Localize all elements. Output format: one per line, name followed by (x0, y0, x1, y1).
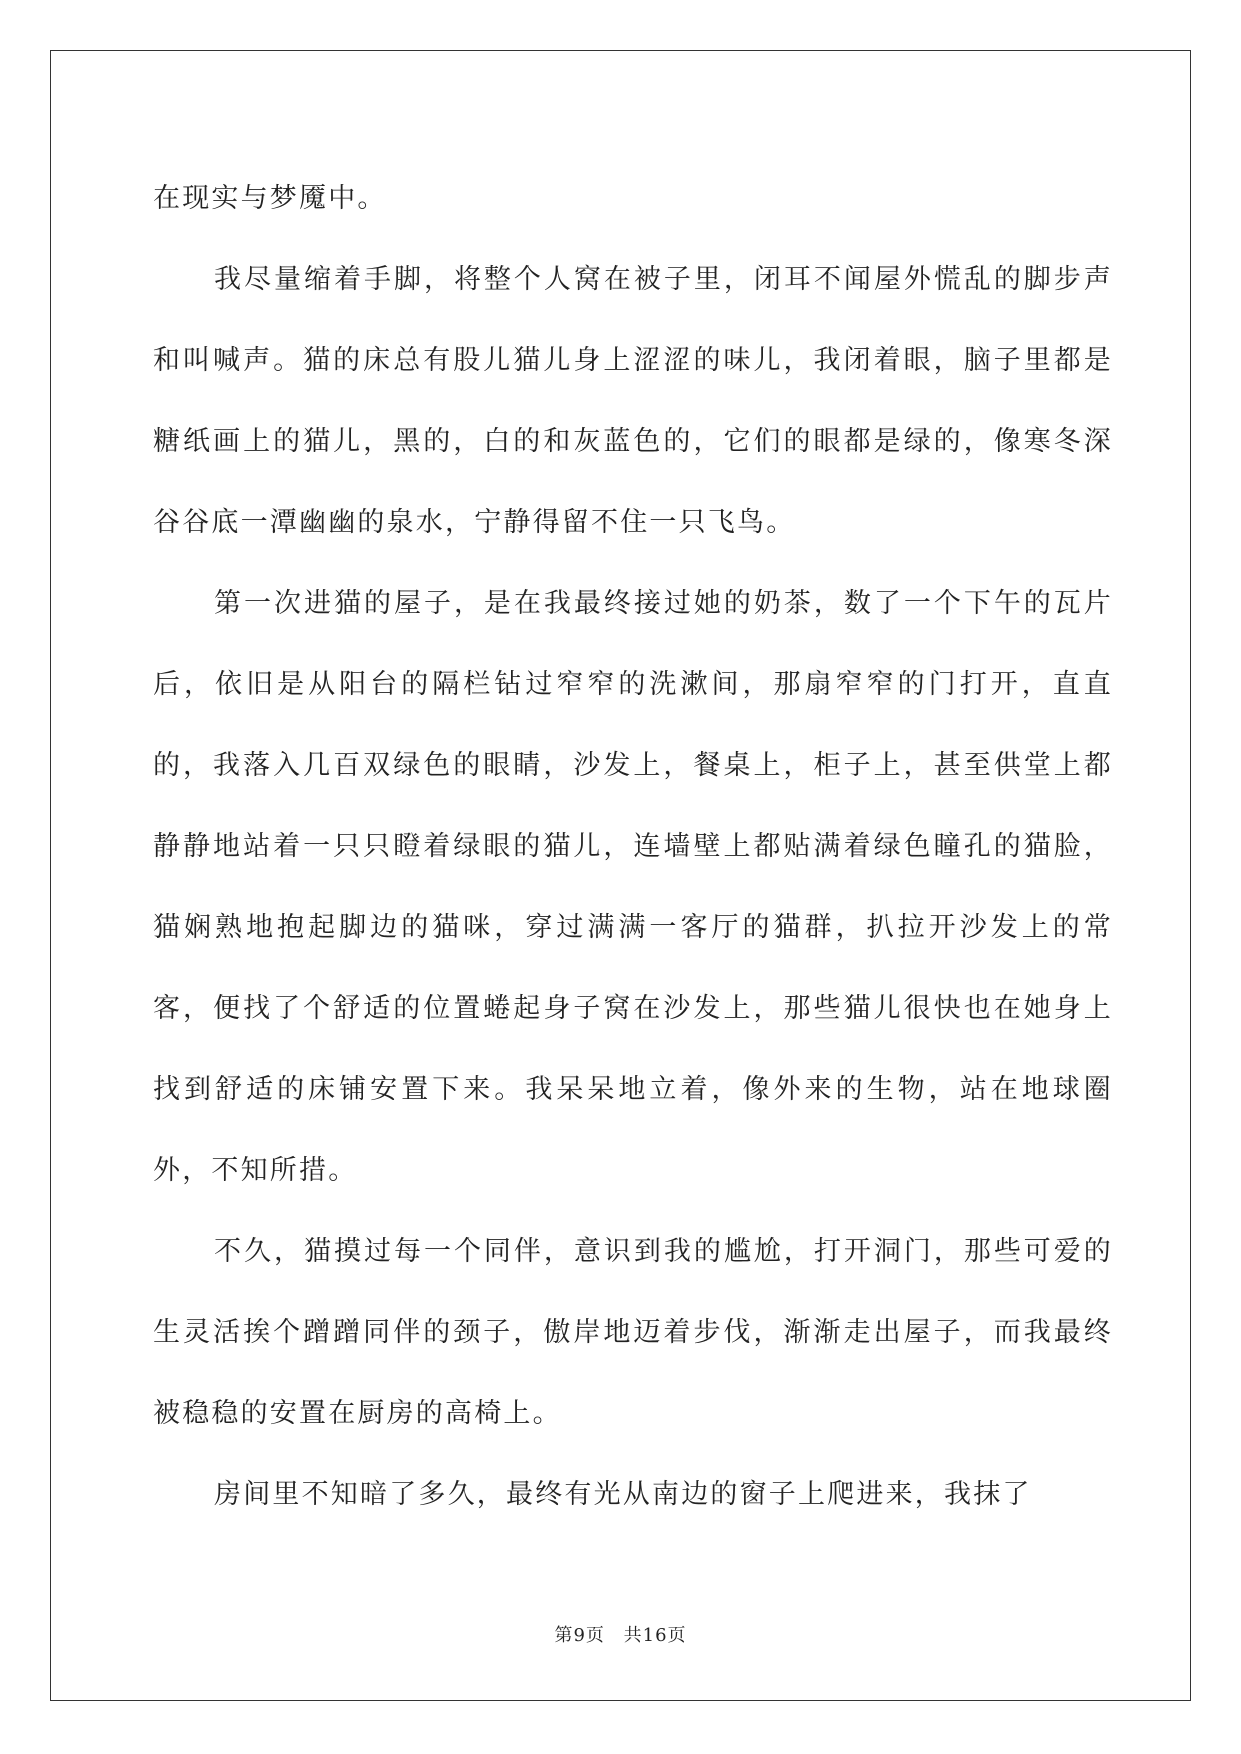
page-number: 第9页 (554, 1625, 605, 1646)
paragraph-5: 房间里不知暗了多久，最终有光从南边的窗子上爬进来，我抹了 (214, 1479, 1032, 1510)
paragraph-2: 我尽量缩着手脚，将整个人窝在被子里，闭耳不闻屋外慌乱的脚步声和叫喊声。猫的床总有股儿猫儿身上涩涩的味儿，我闭着眼，脑子里都是糖纸画上的猫儿，黑的，白的和灰蓝色的，它们的眼都是绿的，像寒冬深谷谷底一潭幽幽的泉水，宁静得留不住一只飞鸟。 (153, 264, 1113, 538)
total-pages: 共16页 (623, 1625, 687, 1646)
paragraph-1: 在现实与梦魇中。 (153, 183, 387, 214)
paragraph-3: 第一次进猫的屋子，是在我最终接过她的奶茶，数了一个下午的瓦片后，依旧是从阳台的隔栏钻过窄窄的洗漱间，那扇窄窄的门打开，直直的，我落入几百双绿色的眼睛，沙发上，餐桌上，柜子上，甚至供堂上都静静地站着一只只瞪着绿眼的猫儿，连墙壁上都贴满着绿色瞳孔的猫脸，猫娴熟地抱起脚边的猫咪，穿过满满一客厅的猫群，扒拉开沙发上的常客，便找了个舒适的位置蜷起身子窝在沙发上，那些猫儿很快也在她身上找到舒适的床铺安置下来。我呆呆地立着，像外来的生物，站在地球圈外，不知所措。 (153, 588, 1113, 1186)
paragraph-4: 不久，猫摸过每一个同伴，意识到我的尴尬，打开洞门，那些可爱的生灵活挨个蹭蹭同伴的颈子，傲岸地迈着步伐，渐渐走出屋子，而我最终被稳稳的安置在厨房的高椅上。 (153, 1236, 1113, 1429)
page-footer (0, 1621, 1241, 1647)
document-body (153, 158, 1113, 1535)
